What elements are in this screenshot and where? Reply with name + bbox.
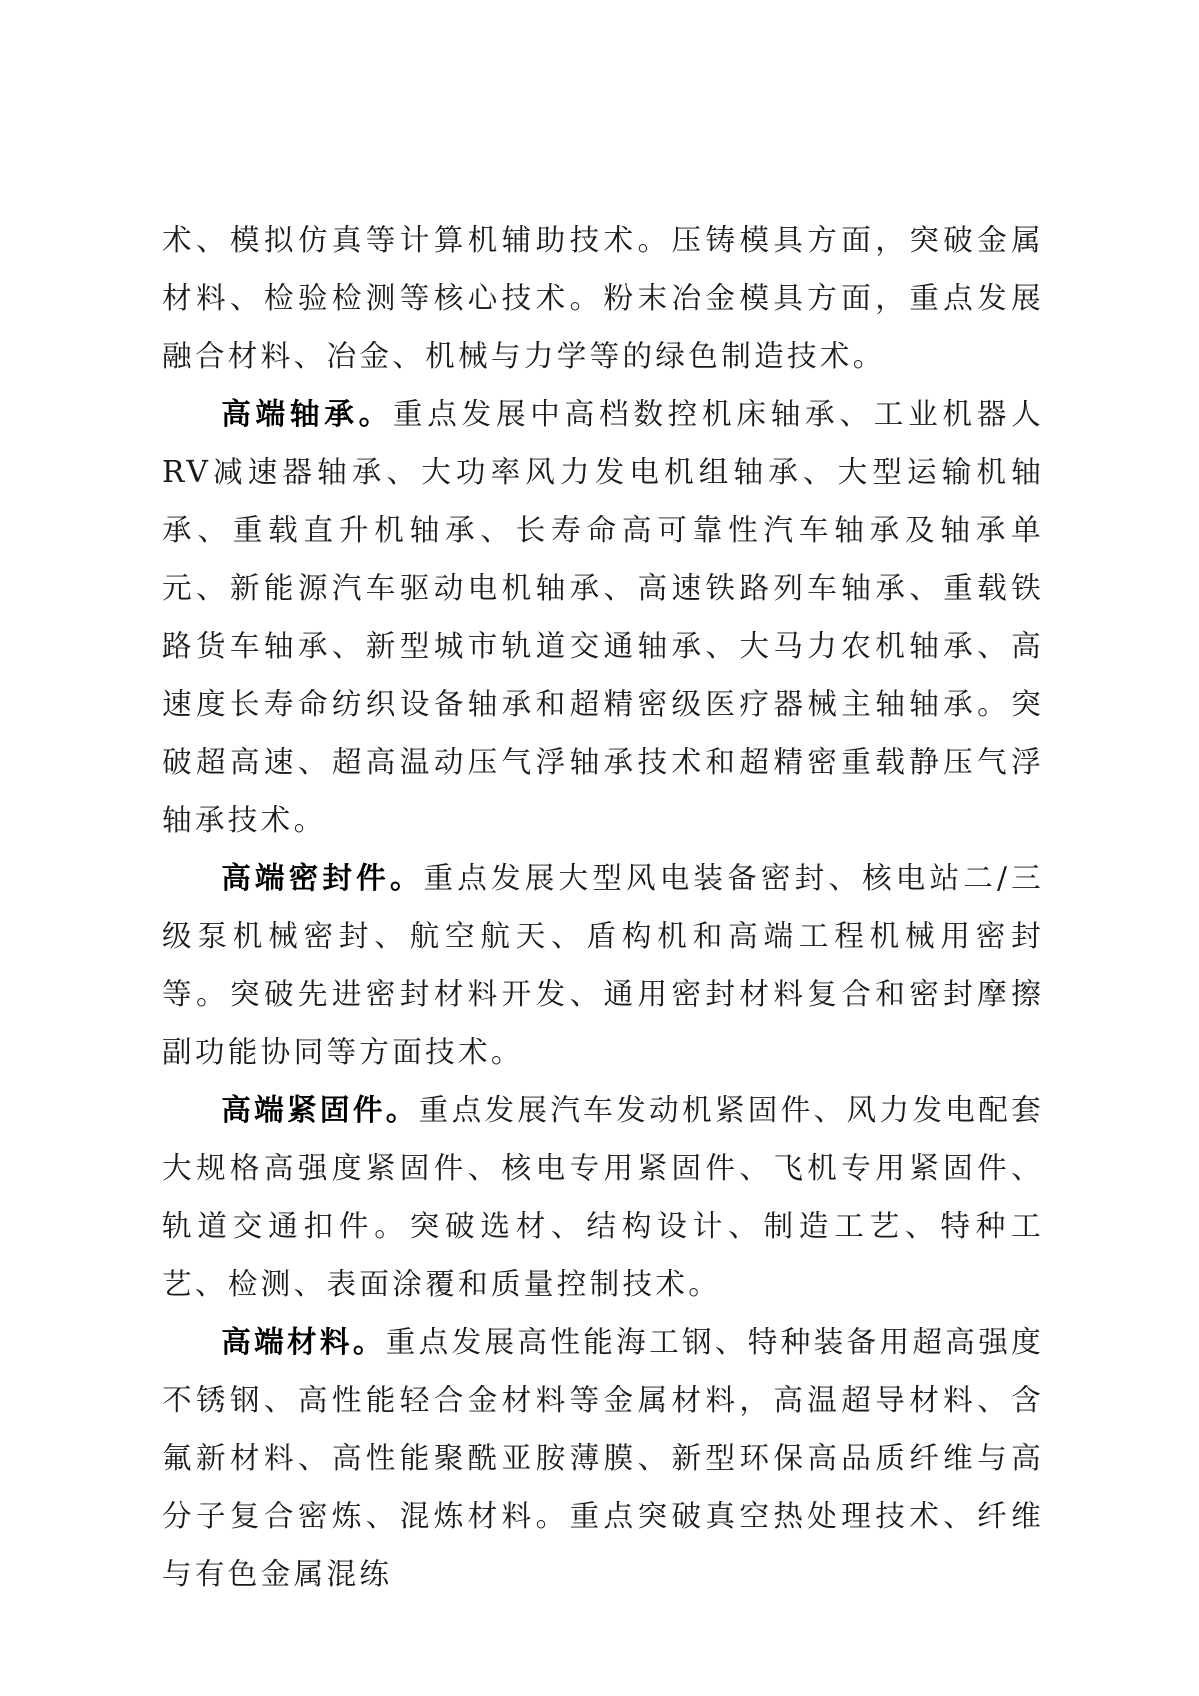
- paragraph-body: 术、模拟仿真等计算机辅助技术。压铸模具方面，突破金属材料、检验检测等核心技术。粉末冶金模具方面，重点发展融合材料、冶金、机械与力学等的绿色制造技术。: [162, 223, 1044, 373]
- paragraph-body: 重点发展大型风电装备密封、核电站二/三级泵机械密封、航空航天、盾构机和高端工程机械用密封等。突破先进密封材料开发、通用密封材料复合和密封摩擦副功能协同等方面技术。: [162, 861, 1044, 1069]
- paragraph-body: 重点发展中高档数控机床轴承、工业机器人RV减速器轴承、大功率风力发电机组轴承、大型运输机轴承、重载直升机轴承、长寿命高可靠性汽车轴承及轴承单元、新能源汽车驱动电机轴承、高速铁路列车轴承、重载铁路货车轴承、新型城市轨道交通轴承、大马力农机轴承、高速度长寿命纺织设备轴承和超精密级医疗器械主轴轴承。突破超高速、超高温动压气浮轴承技术和超精密重载静压气浮轴承技术。: [162, 397, 1045, 837]
- paragraph-seals: [162, 849, 1044, 1081]
- paragraph-body: 重点发展汽车发动机紧固件、风力发电配套大规格高强度紧固件、核电专用紧固件、飞机专用紧固件、轨道交通扣件。突破选材、结构设计、制造工艺、特种工艺、检测、表面涂覆和质量控制技术。: [162, 1093, 1044, 1301]
- paragraph-heading: 高端紧固件。: [221, 1093, 419, 1127]
- paragraph-heading: 高端材料。: [221, 1325, 386, 1359]
- paragraph-continued: [162, 211, 1044, 385]
- paragraph-bearings: [162, 385, 1044, 849]
- paragraph-heading: 高端密封件。: [221, 861, 424, 895]
- paragraph-materials: [162, 1313, 1044, 1603]
- paragraph-heading: 高端轴承。: [221, 397, 393, 431]
- paragraph-body: 重点发展高性能海工钢、特种装备用超高强度不锈钢、高性能轻合金材料等金属材料，高温超导材料、含氟新材料、高性能聚酰亚胺薄膜、新型环保高品质纤维与高分子复合密炼、混炼材料。重点突破真空热处理技术、纤维与有色金属混练: [162, 1325, 1045, 1591]
- document-body: [162, 211, 1044, 1603]
- paragraph-fasteners: [162, 1081, 1044, 1313]
